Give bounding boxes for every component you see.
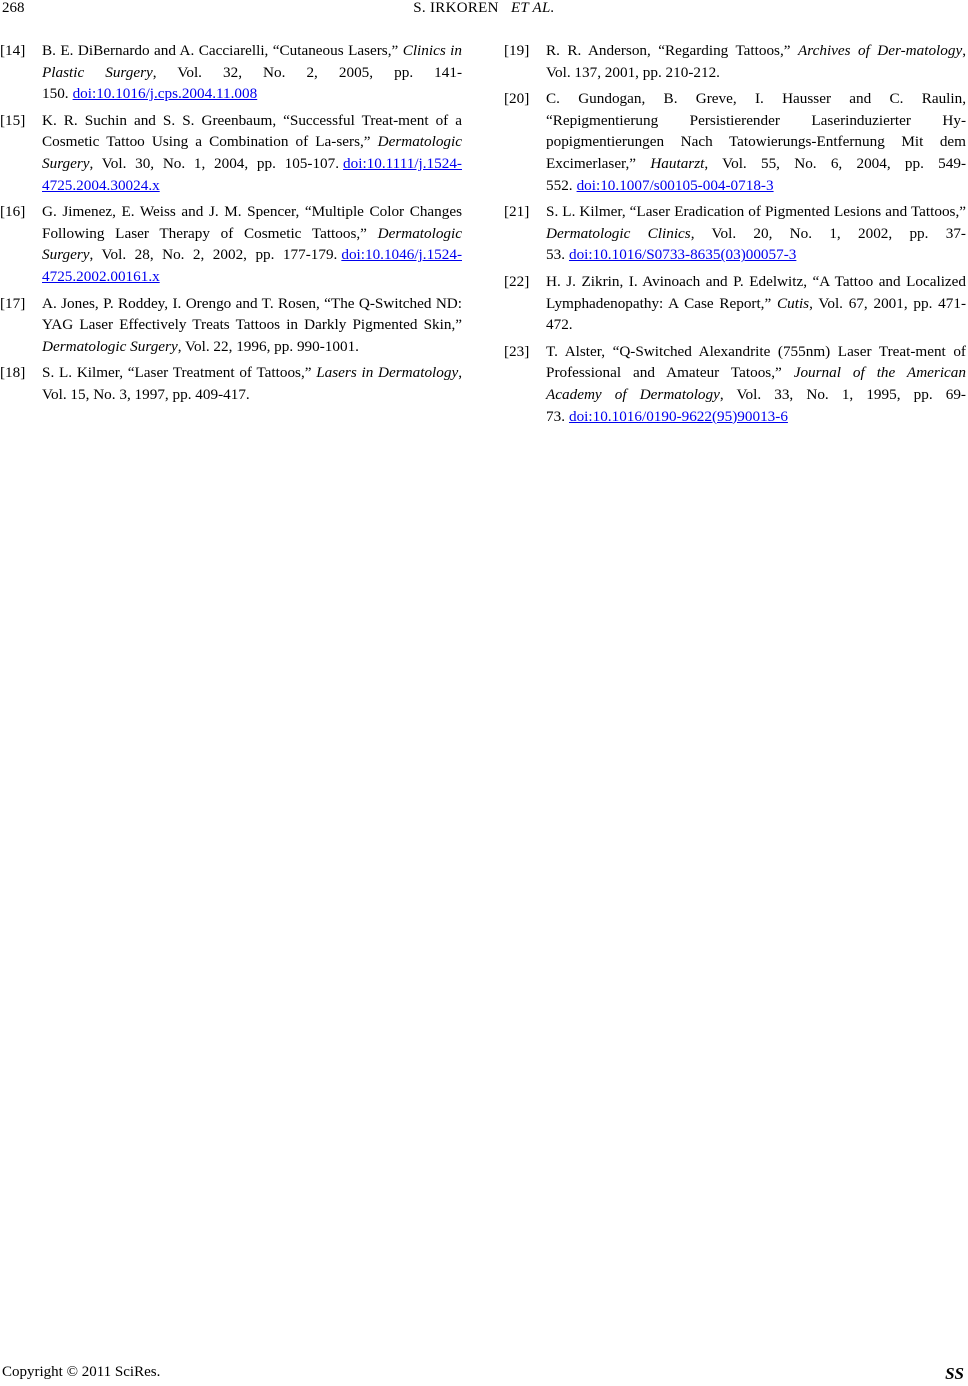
reference-number: [16]: [0, 203, 26, 221]
reference-authors-title: H. J. Zikrin, I. Avinoach and P. Edelwitz, “A Tattoo and Localized Lymphadenopathy: A Case Report,”: [546, 272, 966, 312]
reference-number: [22]: [504, 272, 530, 290]
reference-doi-link[interactable]: doi:10.1046/j.1524-4725.2002.00161.x: [42, 246, 462, 285]
reference-authors-title: T. Alster, “Q-Switched Alexandrite (755nm) Laser Treat-ment of Professional and Amateur Tatoos,”: [546, 342, 966, 382]
page-header: [0, 0, 968, 22]
reference-details: , Vol. 33, No. 1, 1995, pp. 69-73.: [546, 385, 966, 425]
reference-authors-title: A. Jones, P. Roddey, I. Orengo and T. Rosen, “The Q-Switched ND: YAG Laser Effectively Treats Tattoos in Darkly Pigmented Skin,”: [42, 294, 462, 334]
reference-journal: Dermatologic Surgery: [42, 133, 462, 172]
reference-number: [14]: [0, 42, 26, 59]
running-head: [0, 0, 968, 17]
reference-journal: Journal of the American Academy of Dermatology: [546, 364, 966, 403]
reference-details: , Vol. 22, 1996, pp. 990-1001.: [177, 337, 359, 355]
journal-abbreviation: SS: [945, 1364, 964, 1383]
reference-number: [17]: [0, 294, 26, 312]
reference-doi-link[interactable]: doi:10.1016/S0733-8635(03)00057-3: [568, 246, 797, 264]
reference-entry: [504, 88, 966, 196]
reference-entry: [0, 110, 462, 196]
reference-authors-title: K. R. Suchin and S. S. Greenbaum, “Successful Treat-ment of a Cosmetic Tattoo Using a Combination of La-sers,”: [42, 111, 462, 151]
reference-journal: Dermatologic Surgery: [42, 337, 178, 355]
reference-number: [21]: [504, 203, 530, 221]
reference-authors-title: S. L. Kilmer, “Laser Eradication of Pigmented Lesions and Tattoos,”: [546, 203, 966, 221]
reference-entry: [0, 201, 462, 287]
page-number: 268: [2, 0, 25, 16]
reference-journal: Hautarzt: [650, 154, 705, 172]
reference-details: , Vol. 137, 2001, pp. 210-212.: [546, 42, 966, 81]
running-head-author: S. IRKOREN: [413, 0, 499, 16]
reference-number: [20]: [504, 90, 530, 108]
reference-details: , Vol. 20, No. 1, 2002, pp. 37-53.: [546, 224, 966, 264]
reference-number: [23]: [504, 342, 530, 360]
reference-details: , Vol. 28, No. 2, 2002, pp. 177-179.: [89, 246, 338, 264]
reference-details: , Vol. 32, No. 2, 2005, pp. 141-150.: [42, 63, 463, 103]
reference-entry: [504, 271, 966, 336]
reference-authors-title: G. Jimenez, E. Weiss and J. M. Spencer, “Multiple Color Changes Following Laser Therapy of Cosmetic Tattoos,”: [42, 203, 462, 242]
reference-number: [18]: [0, 364, 26, 382]
reference-entry: [0, 293, 462, 358]
reference-entry: [504, 201, 966, 266]
page-footer: [0, 1364, 968, 1386]
reference-doi-link[interactable]: doi:10.1111/j.1524-4725.2004.30024.x: [42, 154, 462, 194]
reference-doi-link[interactable]: doi:10.1016/0190-9622(95)90013-6: [568, 407, 788, 425]
copyright-notice: Copyright © 2011 SciRes.: [2, 1364, 161, 1380]
reference-journal: Dermatologic Clinics: [546, 224, 691, 242]
reference-details: , Vol. 55, No. 6, 2004, pp. 549- 552.: [546, 154, 967, 194]
reference-details: , Vol. 67, 2001, pp. 471-472.: [546, 294, 967, 334]
references-left-column: [0, 40, 462, 411]
reference-journal: Clinics in Plastic Surgery: [42, 42, 462, 81]
reference-journal: Archives of Der-matology: [797, 42, 963, 59]
reference-entry: [504, 341, 966, 427]
running-head-et-al: ET AL.: [510, 0, 555, 16]
reference-journal: Cutis: [777, 294, 810, 312]
reference-entry: [504, 40, 966, 83]
reference-entry: [0, 40, 462, 105]
reference-number: [19]: [504, 42, 530, 59]
reference-authors-title: R. R. Anderson, “Regarding Tattoos,”: [546, 42, 798, 59]
reference-journal: Lasers in Dermatology: [316, 364, 459, 382]
references-right-column: [504, 40, 966, 432]
reference-journal: Dermatologic Surgery: [42, 224, 462, 264]
reference-doi-link[interactable]: doi:10.1007/s00105-004-0718-3: [576, 176, 774, 194]
reference-doi-link[interactable]: doi:10.1016/j.cps.2004.11.008: [72, 85, 258, 103]
reference-authors-title: C. Gundogan, B. Greve, I. Hausser and C. Raulin, “Repigmentierung Persistierender Laserinduzierter Hy-popigmentierungen Nach Tatowierungs-Entfernung Mit dem Excimerlaser,”: [546, 90, 966, 172]
reference-details: , Vol. 15, No. 3, 1997, pp. 409-417.: [42, 364, 462, 403]
reference-entry: [0, 362, 462, 405]
reference-authors-title: S. L. Kilmer, “Laser Treatment of Tattoos,”: [42, 364, 317, 382]
reference-number: [15]: [0, 111, 26, 129]
reference-details: , Vol. 30, No. 1, 2004, pp. 105-107.: [89, 154, 340, 172]
reference-authors-title: B. E. DiBernardo and A. Cacciarelli, “Cutaneous Lasers,”: [42, 42, 403, 59]
